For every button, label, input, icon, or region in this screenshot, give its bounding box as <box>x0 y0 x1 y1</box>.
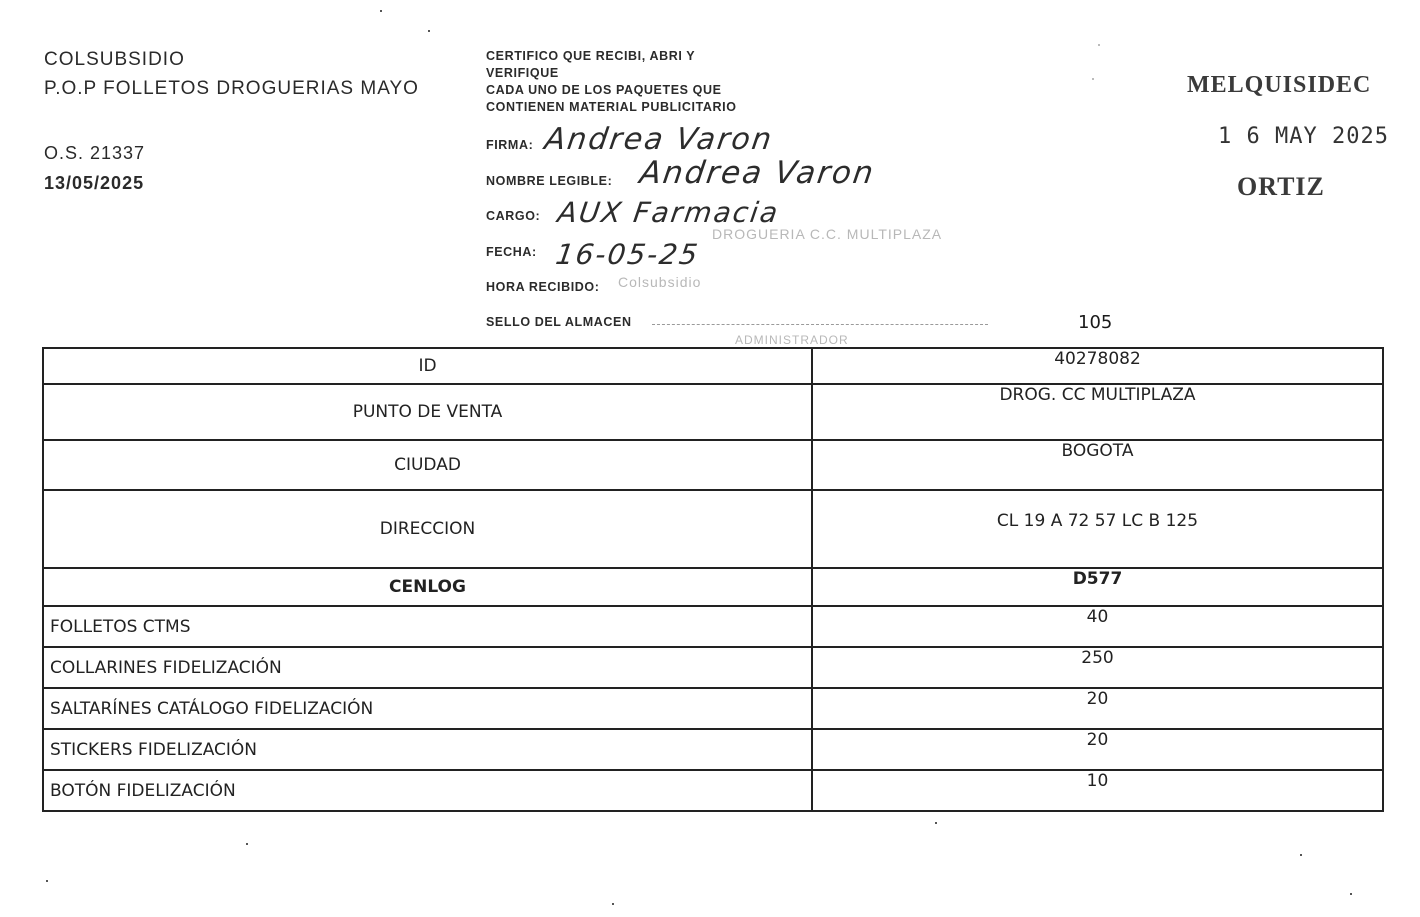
row-key: BOTÓN FIDELIZACIÓN <box>43 770 812 811</box>
cargo-handwritten: AUX Farmacia <box>555 196 782 229</box>
firma-label: FIRMA: <box>486 138 534 152</box>
row-key: DIRECCION <box>43 490 812 568</box>
nombre-handwritten: Andrea Varon <box>637 155 878 191</box>
certificate-line: CONTIENEN MATERIAL PUBLICITARIO <box>486 100 737 114</box>
sello-label: SELLO DEL ALMACEN <box>486 315 632 329</box>
row-value: DROG. CC MULTIPLAZA <box>812 384 1383 440</box>
certificate-line: VERIFIQUE <box>486 66 559 80</box>
stamp-surname: ORTIZ <box>1237 172 1325 201</box>
sello-number: 105 <box>1078 312 1113 333</box>
speck <box>935 822 937 824</box>
speck <box>612 903 614 905</box>
nombre-label: NOMBRE LEGIBLE: <box>486 174 613 188</box>
table-row <box>43 348 1383 384</box>
table-row <box>43 688 1383 729</box>
table-row <box>43 440 1383 490</box>
table-row <box>43 647 1383 688</box>
fecha-label: FECHA: <box>486 245 537 259</box>
speck <box>1350 893 1352 895</box>
campaign-title: P.O.P FOLLETOS DROGUERIAS MAYO <box>44 78 419 99</box>
speck <box>428 30 430 32</box>
sello-line <box>652 324 988 325</box>
row-value: CL 19 A 72 57 LC B 125 <box>812 490 1383 568</box>
cargo-label: CARGO: <box>486 209 541 223</box>
speck <box>380 10 382 12</box>
hora-label: HORA RECIBIDO: <box>486 280 600 294</box>
row-value: 40278082 <box>812 348 1383 384</box>
faint-store-stamp: DROGUERIA C.C. MULTIPLAZA <box>712 226 943 242</box>
stamp-date: 1 6 MAY 2025 <box>1218 124 1389 149</box>
table-row <box>43 568 1383 606</box>
row-value: BOGOTA <box>812 440 1383 490</box>
table-row <box>43 490 1383 568</box>
certificate-line: CADA UNO DE LOS PAQUETES QUE <box>486 83 722 97</box>
row-value: 250 <box>812 647 1383 688</box>
order-number: O.S. 21337 <box>44 143 146 163</box>
store-info-table <box>42 347 1384 812</box>
row-key: ID <box>43 348 812 384</box>
row-key: CIUDAD <box>43 440 812 490</box>
row-key: PUNTO DE VENTA <box>43 384 812 440</box>
row-key: CENLOG <box>43 568 812 606</box>
table-row <box>43 729 1383 770</box>
row-value: 20 <box>812 729 1383 770</box>
certificate-text <box>486 48 737 116</box>
company-name: COLSUBSIDIO <box>44 49 185 70</box>
row-key: COLLARINES FIDELIZACIÓN <box>43 647 812 688</box>
row-key: SALTARÍNES CATÁLOGO FIDELIZACIÓN <box>43 688 812 729</box>
document-date: 13/05/2025 <box>44 173 145 193</box>
faint-colsubsidio-stamp: Colsubsidio <box>618 274 702 290</box>
table-row <box>43 770 1383 811</box>
row-key: STICKERS FIDELIZACIÓN <box>43 729 812 770</box>
row-key: FOLLETOS CTMS <box>43 606 812 647</box>
firma-signature: Andrea Varon <box>542 122 776 157</box>
row-value: 10 <box>812 770 1383 811</box>
row-value: 40 <box>812 606 1383 647</box>
table-row <box>43 384 1383 440</box>
speck <box>1098 44 1100 46</box>
stamp-name: MELQUISIDEC <box>1187 72 1372 98</box>
table-row <box>43 606 1383 647</box>
row-value: 20 <box>812 688 1383 729</box>
speck <box>46 880 48 882</box>
row-value: D577 <box>812 568 1383 606</box>
certificate-line: CERTIFICO QUE RECIBI, ABRI Y <box>486 49 696 63</box>
speck <box>1300 854 1302 856</box>
speck <box>1092 78 1094 80</box>
speck <box>246 843 248 845</box>
faint-admin-stamp: ADMINISTRADOR <box>735 333 849 347</box>
fecha-handwritten: 16-05-25 <box>553 238 702 271</box>
